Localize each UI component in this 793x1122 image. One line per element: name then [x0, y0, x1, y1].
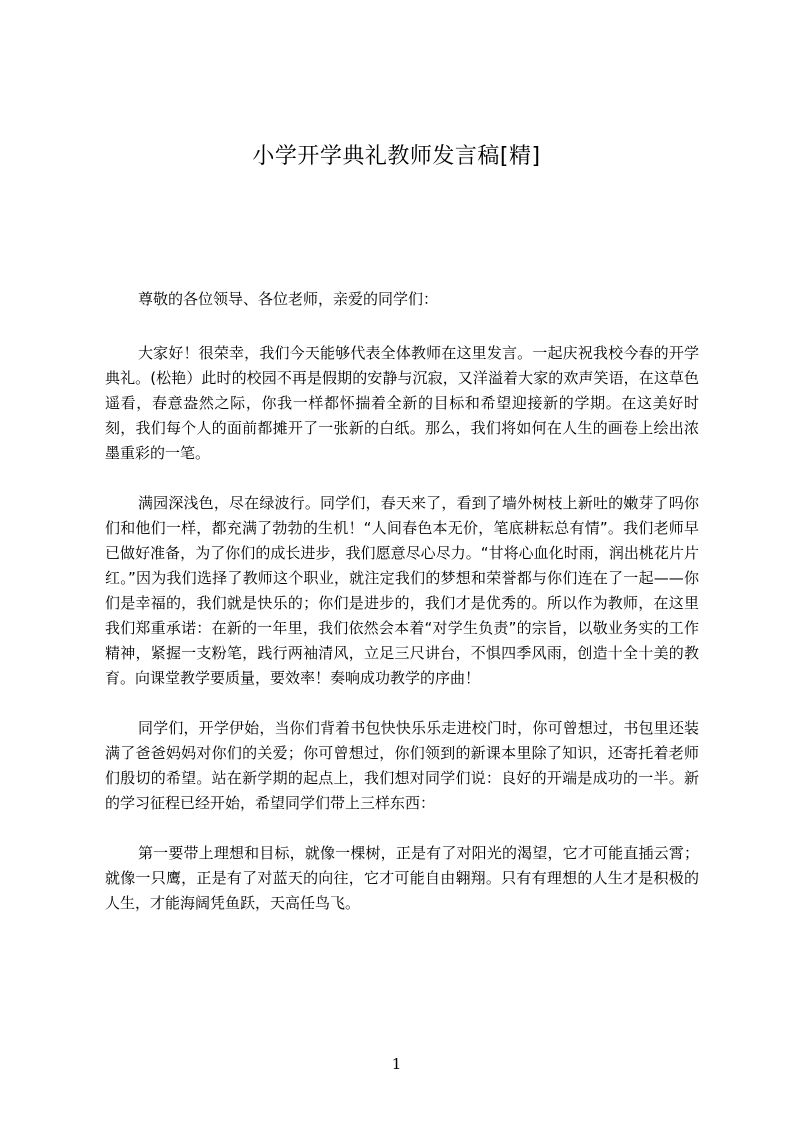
paragraph-salutation: 尊敬的各位领导、各位老师，亲爱的同学们：: [138, 290, 439, 308]
document-body: [105, 287, 699, 941]
paragraph-ideals: 第一要带上理想和目标，就像一棵树，正是有了对阳光的渴望，它才可能直插云霄；就像一只鹰，正是有了对蓝天的向往，它才可能自由翱翔。只有有理想的人生才是积极的人生，才能海阔凭鱼跃，天高任鸟飞。: [105, 844, 699, 912]
page-number: 1: [391, 1055, 402, 1073]
document-title: 小学开学典礼教师发言稿[精]: [252, 144, 541, 169]
paragraph-school-start: 同学们，开学伊始，当你们背着书包快快乐乐走进校门时，你可曾想过，书包里还装满了爸爸妈妈对你们的关爱；你可曾想过，你们领到的新课本里除了知识，还寄托着老师们殷切的希望。站在新学期的起点上，我们想对同学们说：良好的开端是成功的一半。新的学习征程已经开始，希望同学们带上三样东西：: [105, 719, 699, 812]
paragraph-spring: 满园深浅色，尽在绿波行。同学们，春天来了，看到了墙外树枝上新吐的嫩芽了吗你们和他们一样，都充满了勃勃的生机！“人间春色本无价，笔底耕耘总有情”。我们老师早已做好准备，为了你们的成长进步，我们愿意尽心尽力。“甘将心血化时雨，润出桃花片片红。”因为我们选择了教师这个职业，就注定我们的梦想和荣誉都与你们连在了一起——你们是幸福的，我们就是快乐的；你们是进步的，我们才是优秀的。所以作为教师，在这里我们郑重承诺：在新的一年里，我们依然会本着“对学生负责”的宗旨，以敬业务实的工作精神，紧握一支粉笔，践行两袖清风，立足三尺讲台，不惧四季风雨，创造十全十美的教育。向课堂教学要质量，要效率！奏响成功教学的序曲！: [105, 494, 699, 687]
paragraph-greeting: 大家好！很荣幸，我们今天能够代表全体教师在这里发言。一起庆祝我校今春的开学典礼。(松艳）此时的校园不再是假期的安静与沉寂，又洋溢着大家的欢声笑语，在这草色遥看，春意盎然之际，你我一样都怀揣着全新的目标和希望迎接新的学期。在这美好时刻，我们每个人的面前都摊开了一张新的白纸。那么，我们将如何在人生的画卷上绘出浓墨重彩的一笔。: [105, 344, 699, 462]
